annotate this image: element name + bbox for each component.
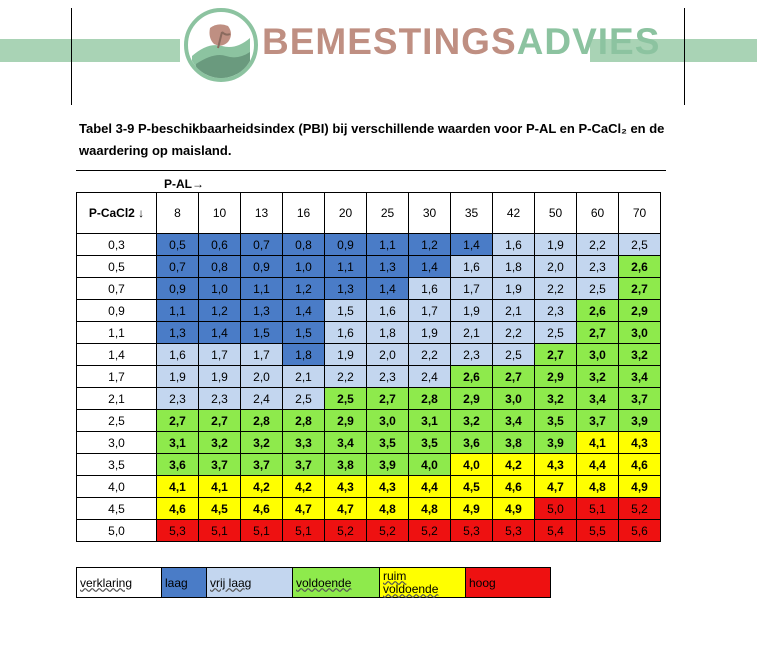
table-cell: 2,3 bbox=[367, 366, 409, 388]
table-cell: 5,1 bbox=[241, 520, 283, 542]
table-cell: 2,3 bbox=[577, 256, 619, 278]
table-cell: 2,7 bbox=[367, 388, 409, 410]
legend-item bbox=[162, 568, 207, 598]
table-cell: 5,4 bbox=[535, 520, 577, 542]
table-cell: 1,6 bbox=[367, 300, 409, 322]
table-cell: 1,8 bbox=[283, 344, 325, 366]
p-al-axis-label: P-AL→ bbox=[164, 177, 204, 191]
table-cell: 2,7 bbox=[619, 278, 661, 300]
table-cell: 0,8 bbox=[283, 234, 325, 256]
table-cell: 4,7 bbox=[325, 498, 367, 520]
table-cell: 2,6 bbox=[619, 256, 661, 278]
table-cell: 0,5 bbox=[157, 234, 199, 256]
table-cell: 1,3 bbox=[157, 322, 199, 344]
table-cell: 1,6 bbox=[157, 344, 199, 366]
table-cell: 4,0 bbox=[451, 454, 493, 476]
legend-label: hoog bbox=[469, 575, 496, 590]
table-cell: 1,4 bbox=[199, 322, 241, 344]
legend-item bbox=[293, 568, 380, 598]
table-cell: 5,1 bbox=[577, 498, 619, 520]
table-cell: 1,8 bbox=[493, 256, 535, 278]
table-cell: 3,2 bbox=[451, 410, 493, 432]
table-cell: 1,6 bbox=[451, 256, 493, 278]
table-cell: 4,2 bbox=[493, 454, 535, 476]
table-cell: 1,9 bbox=[493, 278, 535, 300]
table-cell: 4,9 bbox=[493, 498, 535, 520]
table-cell: 4,1 bbox=[199, 476, 241, 498]
table-cell: 4,7 bbox=[535, 476, 577, 498]
legend-label: vrij laag bbox=[210, 575, 252, 590]
table-row bbox=[77, 344, 661, 366]
table-cell: 3,1 bbox=[157, 432, 199, 454]
table-row bbox=[77, 388, 661, 410]
row-label: 4,0 bbox=[77, 476, 157, 498]
table-cell: 4,3 bbox=[367, 476, 409, 498]
row-label: 2,1 bbox=[77, 388, 157, 410]
logo-mark-icon bbox=[184, 8, 258, 82]
table-caption: Tabel 3-9 P-beschikbaarheidsindex (PBI) bij verschillende waarden voor P-AL en P-CaCl₂ en de waardering op maisland. bbox=[79, 121, 665, 158]
logo-wordmark bbox=[262, 18, 660, 66]
table-cell: 3,4 bbox=[325, 432, 367, 454]
row-label: 1,1 bbox=[77, 322, 157, 344]
table-cell: 1,3 bbox=[325, 278, 367, 300]
table-cell: 2,5 bbox=[535, 322, 577, 344]
caption-rule bbox=[76, 170, 666, 171]
table-cell: 1,7 bbox=[199, 344, 241, 366]
logo-text-b: ADVIES bbox=[516, 21, 661, 62]
col-header: 30 bbox=[409, 193, 451, 234]
table-cell: 1,5 bbox=[325, 300, 367, 322]
table-cell: 5,1 bbox=[283, 520, 325, 542]
legend-label: ruim voldoende bbox=[383, 568, 439, 596]
table-cell: 3,9 bbox=[535, 432, 577, 454]
row-label: 3,0 bbox=[77, 432, 157, 454]
table-cell: 2,6 bbox=[451, 366, 493, 388]
table-row bbox=[77, 410, 661, 432]
table-body bbox=[77, 234, 661, 542]
table-cell: 1,3 bbox=[241, 300, 283, 322]
table-cell: 3,8 bbox=[325, 454, 367, 476]
table-cell: 3,2 bbox=[199, 432, 241, 454]
table-cell: 1,4 bbox=[283, 300, 325, 322]
table-cell: 4,3 bbox=[325, 476, 367, 498]
table-row bbox=[77, 454, 661, 476]
legend-row bbox=[77, 568, 551, 598]
legend-item bbox=[380, 568, 466, 598]
row-label: 0,7 bbox=[77, 278, 157, 300]
table-cell: 2,9 bbox=[619, 300, 661, 322]
table-row bbox=[77, 322, 661, 344]
table-row bbox=[77, 278, 661, 300]
table-cell: 5,2 bbox=[409, 520, 451, 542]
table-cell: 3,0 bbox=[493, 388, 535, 410]
table-cell: 5,2 bbox=[367, 520, 409, 542]
row-label: 0,5 bbox=[77, 256, 157, 278]
table-cell: 1,9 bbox=[451, 300, 493, 322]
table-cell: 4,5 bbox=[199, 498, 241, 520]
table-cell: 4,2 bbox=[283, 476, 325, 498]
row-label: 0,9 bbox=[77, 300, 157, 322]
table-cell: 1,7 bbox=[409, 300, 451, 322]
table-cell: 2,4 bbox=[241, 388, 283, 410]
col-header: 20 bbox=[325, 193, 367, 234]
table-cell: 2,9 bbox=[451, 388, 493, 410]
table-cell: 1,1 bbox=[241, 278, 283, 300]
table-cell: 2,2 bbox=[577, 234, 619, 256]
table-cell: 2,2 bbox=[325, 366, 367, 388]
table-cell: 4,0 bbox=[409, 454, 451, 476]
table-cell: 3,4 bbox=[493, 410, 535, 432]
table-cell: 2,7 bbox=[535, 344, 577, 366]
table-cell: 4,6 bbox=[241, 498, 283, 520]
table-cell: 1,9 bbox=[535, 234, 577, 256]
table-cell: 4,8 bbox=[367, 498, 409, 520]
table-cell: 3,7 bbox=[619, 388, 661, 410]
table-cell: 1,9 bbox=[157, 366, 199, 388]
header-divider-right bbox=[684, 8, 685, 105]
table-cell: 3,6 bbox=[157, 454, 199, 476]
row-label: 2,5 bbox=[77, 410, 157, 432]
table-cell: 3,1 bbox=[409, 410, 451, 432]
table-cell: 2,2 bbox=[493, 322, 535, 344]
table-cell: 2,6 bbox=[577, 300, 619, 322]
legend-label: laag bbox=[165, 575, 188, 590]
table-cell: 5,3 bbox=[451, 520, 493, 542]
table-cell: 3,0 bbox=[367, 410, 409, 432]
table-cell: 2,3 bbox=[157, 388, 199, 410]
table-cell: 3,0 bbox=[577, 344, 619, 366]
table-cell: 1,2 bbox=[199, 300, 241, 322]
table-cell: 3,2 bbox=[535, 388, 577, 410]
table-cell: 4,6 bbox=[493, 476, 535, 498]
col-header: 8 bbox=[157, 193, 199, 234]
table-cell: 2,1 bbox=[451, 322, 493, 344]
table-cell: 3,8 bbox=[493, 432, 535, 454]
table-row bbox=[77, 432, 661, 454]
col-header: 16 bbox=[283, 193, 325, 234]
table-cell: 4,8 bbox=[577, 476, 619, 498]
table-cell: 3,4 bbox=[577, 388, 619, 410]
table-cell: 4,9 bbox=[451, 498, 493, 520]
table-cell: 3,3 bbox=[283, 432, 325, 454]
table-cell: 3,7 bbox=[577, 410, 619, 432]
col-header: 70 bbox=[619, 193, 661, 234]
col-header: 35 bbox=[451, 193, 493, 234]
table-cell: 2,8 bbox=[283, 410, 325, 432]
table-cell: 2,8 bbox=[241, 410, 283, 432]
col-header: 60 bbox=[577, 193, 619, 234]
col-header: 50 bbox=[535, 193, 577, 234]
table-cell: 3,9 bbox=[619, 410, 661, 432]
table-cell: 2,5 bbox=[619, 234, 661, 256]
table-cell: 5,6 bbox=[619, 520, 661, 542]
table-cell: 1,4 bbox=[451, 234, 493, 256]
table-cell: 1,4 bbox=[409, 256, 451, 278]
table-cell: 4,9 bbox=[619, 476, 661, 498]
table-cell: 3,7 bbox=[283, 454, 325, 476]
table-header-row bbox=[77, 193, 661, 234]
table-cell: 1,6 bbox=[325, 322, 367, 344]
table-cell: 2,0 bbox=[367, 344, 409, 366]
table-cell: 1,5 bbox=[283, 322, 325, 344]
table-cell: 2,5 bbox=[493, 344, 535, 366]
table-cell: 2,0 bbox=[241, 366, 283, 388]
table-cell: 4,1 bbox=[577, 432, 619, 454]
table-cell: 2,7 bbox=[577, 322, 619, 344]
col-header: 42 bbox=[493, 193, 535, 234]
table-cell: 5,0 bbox=[535, 498, 577, 520]
row-label: 0,3 bbox=[77, 234, 157, 256]
header-divider-left bbox=[71, 8, 72, 105]
table-cell: 2,8 bbox=[409, 388, 451, 410]
table-cell: 5,3 bbox=[157, 520, 199, 542]
table-cell: 0,9 bbox=[325, 234, 367, 256]
table-cell: 3,9 bbox=[367, 454, 409, 476]
table-cell: 1,1 bbox=[157, 300, 199, 322]
table-row bbox=[77, 256, 661, 278]
table-cell: 4,4 bbox=[409, 476, 451, 498]
legend bbox=[76, 567, 551, 598]
table-row bbox=[77, 520, 661, 542]
table-cell: 2,2 bbox=[409, 344, 451, 366]
table-cell: 0,8 bbox=[199, 256, 241, 278]
header-banner-left bbox=[0, 39, 180, 62]
table-cell: 2,3 bbox=[535, 300, 577, 322]
table-cell: 3,2 bbox=[241, 432, 283, 454]
table-cell: 2,1 bbox=[493, 300, 535, 322]
pbi-table bbox=[76, 192, 661, 542]
table-cell: 1,2 bbox=[409, 234, 451, 256]
table-cell: 1,0 bbox=[199, 278, 241, 300]
table-cell: 4,7 bbox=[283, 498, 325, 520]
table-cell: 5,5 bbox=[577, 520, 619, 542]
table-row bbox=[77, 366, 661, 388]
table-cell: 3,5 bbox=[409, 432, 451, 454]
table-cell: 0,7 bbox=[241, 234, 283, 256]
table-cell: 2,4 bbox=[409, 366, 451, 388]
table-cell: 1,3 bbox=[367, 256, 409, 278]
table-cell: 1,7 bbox=[241, 344, 283, 366]
table-cell: 3,7 bbox=[199, 454, 241, 476]
table-cell: 1,0 bbox=[283, 256, 325, 278]
table-cell: 0,9 bbox=[157, 278, 199, 300]
table-cell: 4,3 bbox=[619, 432, 661, 454]
table-cell: 0,9 bbox=[241, 256, 283, 278]
table-cell: 4,4 bbox=[577, 454, 619, 476]
table-cell: 5,3 bbox=[493, 520, 535, 542]
table-cell: 4,6 bbox=[157, 498, 199, 520]
table-cell: 1,6 bbox=[409, 278, 451, 300]
table-cell: 1,5 bbox=[241, 322, 283, 344]
table-cell: 5,2 bbox=[619, 498, 661, 520]
row-label: 3,5 bbox=[77, 454, 157, 476]
table-cell: 1,2 bbox=[283, 278, 325, 300]
col-header: 10 bbox=[199, 193, 241, 234]
table-cell: 1,7 bbox=[451, 278, 493, 300]
table-cell: 3,4 bbox=[619, 366, 661, 388]
table-cell: 1,9 bbox=[325, 344, 367, 366]
table-cell: 1,9 bbox=[199, 366, 241, 388]
col-header: 13 bbox=[241, 193, 283, 234]
table-cell: 1,1 bbox=[325, 256, 367, 278]
table-cell: 4,3 bbox=[535, 454, 577, 476]
table-cell: 5,2 bbox=[325, 520, 367, 542]
table-cell: 2,3 bbox=[199, 388, 241, 410]
row-axis-header: P-CaCl2 ↓ bbox=[77, 193, 157, 234]
table-cell: 4,2 bbox=[241, 476, 283, 498]
table-row bbox=[77, 476, 661, 498]
table-cell: 2,2 bbox=[535, 278, 577, 300]
table-cell: 2,0 bbox=[535, 256, 577, 278]
table-cell: 4,6 bbox=[619, 454, 661, 476]
table-cell: 3,2 bbox=[577, 366, 619, 388]
table-cell: 3,5 bbox=[535, 410, 577, 432]
table-cell: 2,5 bbox=[577, 278, 619, 300]
row-label: 1,4 bbox=[77, 344, 157, 366]
table-cell: 2,9 bbox=[325, 410, 367, 432]
table-cell: 1,4 bbox=[367, 278, 409, 300]
table-cell: 2,5 bbox=[283, 388, 325, 410]
table-cell: 5,1 bbox=[199, 520, 241, 542]
table-cell: 3,2 bbox=[619, 344, 661, 366]
legend-item bbox=[466, 568, 551, 598]
legend-item bbox=[207, 568, 293, 598]
table-cell: 4,5 bbox=[451, 476, 493, 498]
table-cell: 1,9 bbox=[409, 322, 451, 344]
row-label: 1,7 bbox=[77, 366, 157, 388]
table-cell: 3,6 bbox=[451, 432, 493, 454]
table-cell: 4,1 bbox=[157, 476, 199, 498]
table-cell: 2,1 bbox=[283, 366, 325, 388]
table-row bbox=[77, 234, 661, 256]
table-cell: 2,7 bbox=[199, 410, 241, 432]
col-header: 25 bbox=[367, 193, 409, 234]
table-row bbox=[77, 498, 661, 520]
table-cell: 0,6 bbox=[199, 234, 241, 256]
row-label: 4,5 bbox=[77, 498, 157, 520]
table-cell: 2,3 bbox=[451, 344, 493, 366]
table-cell: 2,7 bbox=[493, 366, 535, 388]
legend-label: verklaring bbox=[80, 575, 133, 590]
legend-item bbox=[77, 568, 162, 598]
table-cell: 3,5 bbox=[367, 432, 409, 454]
table-cell: 4,8 bbox=[409, 498, 451, 520]
table-cell: 3,0 bbox=[619, 322, 661, 344]
table-cell: 2,9 bbox=[535, 366, 577, 388]
logo-text-a: BEMESTINGS bbox=[262, 21, 517, 62]
table-cell: 3,7 bbox=[241, 454, 283, 476]
table-cell: 1,6 bbox=[493, 234, 535, 256]
table-cell: 2,5 bbox=[325, 388, 367, 410]
table-cell: 1,1 bbox=[367, 234, 409, 256]
legend-label: voldoende bbox=[296, 575, 352, 590]
table-cell: 0,7 bbox=[157, 256, 199, 278]
table-cell: 1,8 bbox=[367, 322, 409, 344]
row-label: 5,0 bbox=[77, 520, 157, 542]
table-row bbox=[77, 300, 661, 322]
table-cell: 2,7 bbox=[157, 410, 199, 432]
